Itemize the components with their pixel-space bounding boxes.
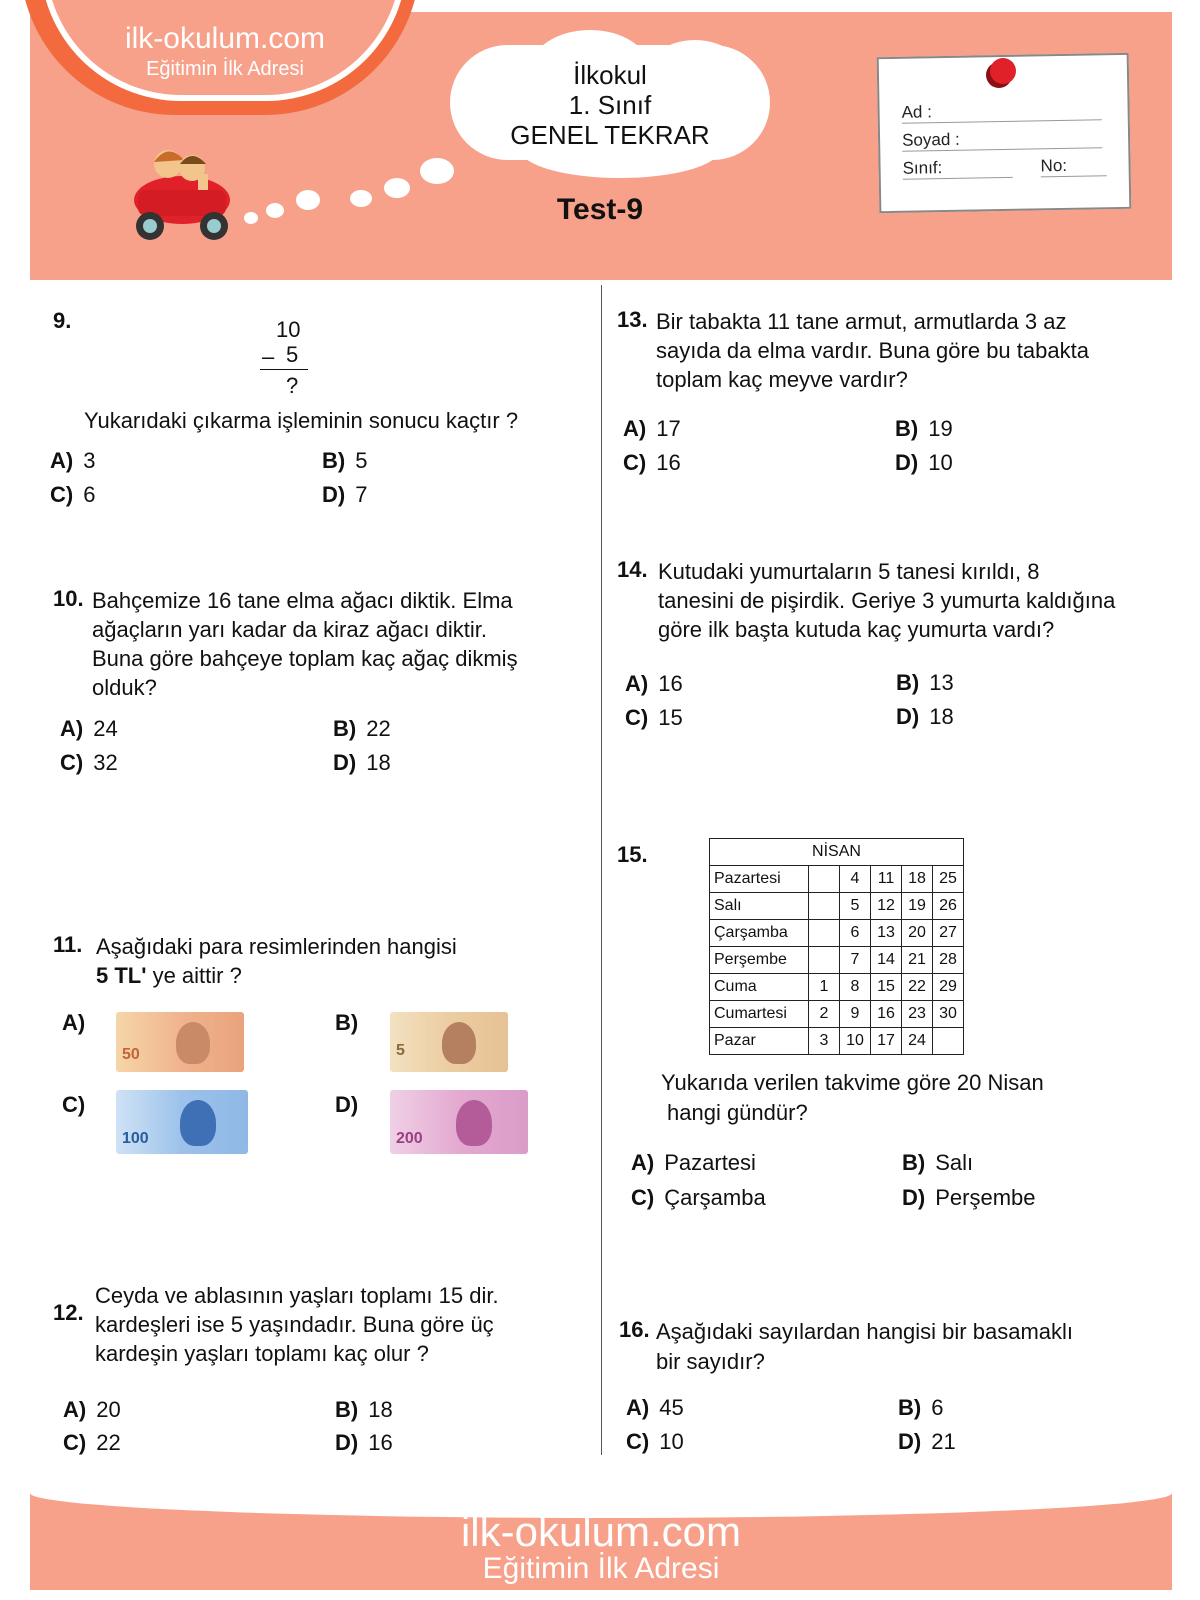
q9-number: 9. <box>53 308 72 333</box>
calendar-cell: 8 <box>840 974 871 1001</box>
calendar-cell: 12 <box>871 893 902 920</box>
thought-dot <box>384 178 410 198</box>
calendar-cell: 29 <box>933 974 964 1001</box>
q12-number: 12. <box>53 1300 84 1325</box>
banknote-100-image[interactable] <box>116 1090 248 1154</box>
calendar-cell: 6 <box>840 920 871 947</box>
calendar-row <box>710 974 964 1001</box>
q10-number: 10. <box>53 586 84 611</box>
q16-option-a[interactable]: A) 45 <box>626 1395 684 1420</box>
calendar-cell <box>809 893 840 920</box>
q10-option-d[interactable]: D) 18 <box>333 750 391 775</box>
banknote-value: 200 <box>396 1130 423 1147</box>
calendar-day-name: Salı <box>710 893 809 920</box>
thought-dot <box>296 190 320 210</box>
calendar-cell: 21 <box>902 947 933 974</box>
test-title: Test-9 <box>556 193 644 226</box>
banknote-50-image[interactable] <box>116 1012 244 1072</box>
portrait-icon <box>456 1100 492 1146</box>
name-field-label[interactable]: Ad : <box>901 99 1101 123</box>
q9-option-a[interactable]: A) 3 <box>50 448 96 473</box>
calendar-day-name: Çarşamba <box>710 920 809 947</box>
q13-option-a[interactable]: A) 17 <box>623 416 681 441</box>
q11-line-1: Aşağıdaki para resimlerinden hangisi <box>96 934 457 959</box>
april-calendar-table <box>709 838 964 1055</box>
q13-number: 13. <box>617 307 648 332</box>
q13-line-3: toplam kaç meyve vardır? <box>656 367 908 392</box>
calendar-cell: 3 <box>809 1028 840 1055</box>
calendar-cell: 28 <box>933 947 964 974</box>
thought-dot <box>244 212 258 224</box>
q13-option-d[interactable]: D) 10 <box>895 450 953 475</box>
q14-line-3: göre ilk başta kutuda kaç yumurta vardı? <box>658 617 1055 642</box>
q16-line-1: Aşağıdaki sayılardan hangisi bir basamaklı <box>656 1319 1074 1344</box>
calendar-row <box>710 947 964 974</box>
q15-option-b[interactable]: B) Salı <box>902 1150 974 1175</box>
calendar-cell: 30 <box>933 1001 964 1028</box>
calendar-cell: 22 <box>902 974 933 1001</box>
q11-option-b[interactable]: B) <box>335 1010 359 1035</box>
calendar-cell: 11 <box>871 866 902 893</box>
calendar-day-name: Pazartesi <box>710 866 809 893</box>
banknote-5-image[interactable] <box>390 1012 508 1072</box>
calendar-cell: 15 <box>871 974 902 1001</box>
calendar-cell: 24 <box>902 1028 933 1055</box>
q15-option-a[interactable]: A) Pazartesi <box>631 1150 756 1175</box>
q13-line-1: Bir tabakta 11 tane armut, armutlarda 3 az <box>656 309 1067 334</box>
column-divider <box>601 285 602 1455</box>
car-kids-illustration <box>128 140 236 248</box>
q10-line-3: Buna göre bahçeye toplam kaç ağaç dikmiş <box>92 646 518 671</box>
q15-line-1: Yukarıda verilen takvime göre 20 Nisan <box>661 1070 1044 1095</box>
calendar-cell: 27 <box>933 920 964 947</box>
calendar-cell: 1 <box>809 974 840 1001</box>
number-field-label[interactable]: No: <box>1040 155 1106 177</box>
q11-option-c[interactable]: C) <box>62 1092 86 1117</box>
q16-line-2: bir sayıdır? <box>656 1349 765 1374</box>
portrait-icon <box>176 1022 210 1064</box>
calendar-cell: 16 <box>871 1001 902 1028</box>
q12-line-2: kardeşleri ise 5 yaşındadır. Buna göre üç <box>95 1312 494 1337</box>
q14-option-c[interactable]: C) 15 <box>625 705 683 730</box>
calendar-cell: 9 <box>840 1001 871 1028</box>
calendar-cell: 13 <box>871 920 902 947</box>
calendar-cell <box>809 866 840 893</box>
q14-option-a[interactable]: A) 16 <box>625 671 683 696</box>
q14-line-2: tanesini de pişirdik. Geriye 3 yumurta kaldığına <box>658 588 1116 613</box>
q15-number: 15. <box>617 842 648 867</box>
calendar-cell: 4 <box>840 866 871 893</box>
thought-dot <box>420 158 454 184</box>
q16-number: 16. <box>619 1317 650 1342</box>
logo-subtitle: Eğitimin İlk Adresi <box>146 58 304 80</box>
banknote-value: 5 <box>396 1042 405 1059</box>
q12-option-a[interactable]: A) 20 <box>63 1397 121 1422</box>
q9-option-d[interactable]: D) 7 <box>322 482 368 507</box>
q14-line-1: Kutudaki yumurtaların 5 tanesi kırıldı, 8 <box>658 559 1040 584</box>
q11-option-d[interactable]: D) <box>335 1092 359 1117</box>
q9-option-c[interactable]: C) 6 <box>50 482 96 507</box>
portrait-icon <box>180 1100 216 1146</box>
q14-number: 14. <box>617 557 648 582</box>
q9-result: ? <box>286 373 299 398</box>
q11-number: 11. <box>53 932 83 957</box>
calendar-cell: 14 <box>871 947 902 974</box>
calendar-cell: 25 <box>933 866 964 893</box>
calendar-row <box>710 893 964 920</box>
q10-line-4: olduk? <box>92 675 157 700</box>
q11-line-2: 5 TL' ye aittir ? <box>96 963 242 988</box>
portrait-icon <box>442 1022 476 1064</box>
calendar-cell: 20 <box>902 920 933 947</box>
calendar-row <box>710 1001 964 1028</box>
calendar-day-name: Cumartesi <box>710 1001 809 1028</box>
q10-option-a[interactable]: A) 24 <box>60 716 118 741</box>
calendar-cell: 2 <box>809 1001 840 1028</box>
calendar-day-name: Pazar <box>710 1028 809 1055</box>
q13-option-b[interactable]: B) 19 <box>895 416 953 441</box>
q10-option-c[interactable]: C) 32 <box>60 750 118 775</box>
q10-line-2: ağaçların yarı kadar da kiraz ağacı diktir. <box>92 617 487 642</box>
q16-option-d[interactable]: D) 21 <box>898 1429 956 1454</box>
q10-line-1: Bahçemize 16 tane elma ağacı diktik. Elma <box>92 588 513 613</box>
thought-dot <box>350 190 372 207</box>
q10-option-b[interactable]: B) 22 <box>333 716 391 741</box>
q9-operand-bottom: 5 <box>286 342 299 367</box>
q12-line-1: Ceyda ve ablasının yaşları toplamı 15 dir. <box>95 1283 499 1308</box>
q12-option-d[interactable]: D) 16 <box>335 1430 393 1455</box>
title-line-2: 1. Sınıf <box>568 90 652 120</box>
q16-option-b[interactable]: B) 6 <box>898 1395 944 1420</box>
banknote-value: 50 <box>122 1046 140 1063</box>
title-line-3: GENEL TEKRAR <box>510 120 710 150</box>
q12-option-b[interactable]: B) 18 <box>335 1397 393 1422</box>
calendar-cell: 7 <box>840 947 871 974</box>
calendar-cell <box>809 920 840 947</box>
calendar-row <box>710 1028 964 1055</box>
calendar-cell: 26 <box>933 893 964 920</box>
q16-option-c[interactable]: C) 10 <box>626 1429 684 1454</box>
surname-field-label[interactable]: Soyad : <box>902 127 1102 151</box>
calendar-cell: 23 <box>902 1001 933 1028</box>
q11-option-a[interactable]: A) <box>62 1010 86 1035</box>
q9-text: Yukarıdaki çıkarma işleminin sonucu kaçtır ? <box>84 408 519 433</box>
calendar-cell: 5 <box>840 893 871 920</box>
calendar-day-name: Perşembe <box>710 947 809 974</box>
calendar-row <box>710 920 964 947</box>
logo-text[interactable]: ilk-okulum.com <box>124 22 326 55</box>
q14-option-d[interactable]: D) 18 <box>896 704 954 729</box>
q12-line-3: kardeşin yaşları toplamı kaç olur ? <box>95 1341 429 1366</box>
calendar-row <box>710 866 964 893</box>
banknote-200-image[interactable] <box>390 1090 528 1154</box>
calendar-cell <box>933 1028 964 1055</box>
title-line-1: İlkokul <box>573 60 647 90</box>
calendar-cell <box>809 947 840 974</box>
q9-operation-line <box>260 369 308 370</box>
q15-option-d[interactable]: D) Perşembe <box>902 1185 1036 1210</box>
calendar-cell: 10 <box>840 1028 871 1055</box>
class-field-label[interactable]: Sınıf: <box>902 157 1012 180</box>
q12-option-c[interactable]: C) 22 <box>63 1430 121 1455</box>
calendar-title: NİSAN <box>710 839 964 866</box>
calendar-cell: 17 <box>871 1028 902 1055</box>
q9-operand-top: 10 <box>276 317 301 342</box>
q14-option-b[interactable]: B) 13 <box>896 670 954 695</box>
q9-minus-sign: – <box>262 344 275 369</box>
calendar-cell: 18 <box>902 866 933 893</box>
footer-site-link[interactable]: ilk-okulum.com <box>460 1508 742 1555</box>
calendar-cell: 19 <box>902 893 933 920</box>
thought-dot <box>266 203 284 218</box>
footer-subtitle: Eğitimin İlk Adresi <box>482 1552 720 1585</box>
calendar-day-name: Cuma <box>710 974 809 1001</box>
q15-line-2: hangi gündür? <box>667 1100 808 1125</box>
q9-option-b[interactable]: B) 5 <box>322 448 368 473</box>
q13-line-2: sayıda da elma vardır. Buna göre bu tabakta <box>656 338 1089 363</box>
q15-option-c[interactable]: C) Çarşamba <box>631 1185 766 1210</box>
banknote-value: 100 <box>122 1130 149 1147</box>
push-pin-icon <box>990 58 1016 84</box>
q13-option-c[interactable]: C) 16 <box>623 450 681 475</box>
